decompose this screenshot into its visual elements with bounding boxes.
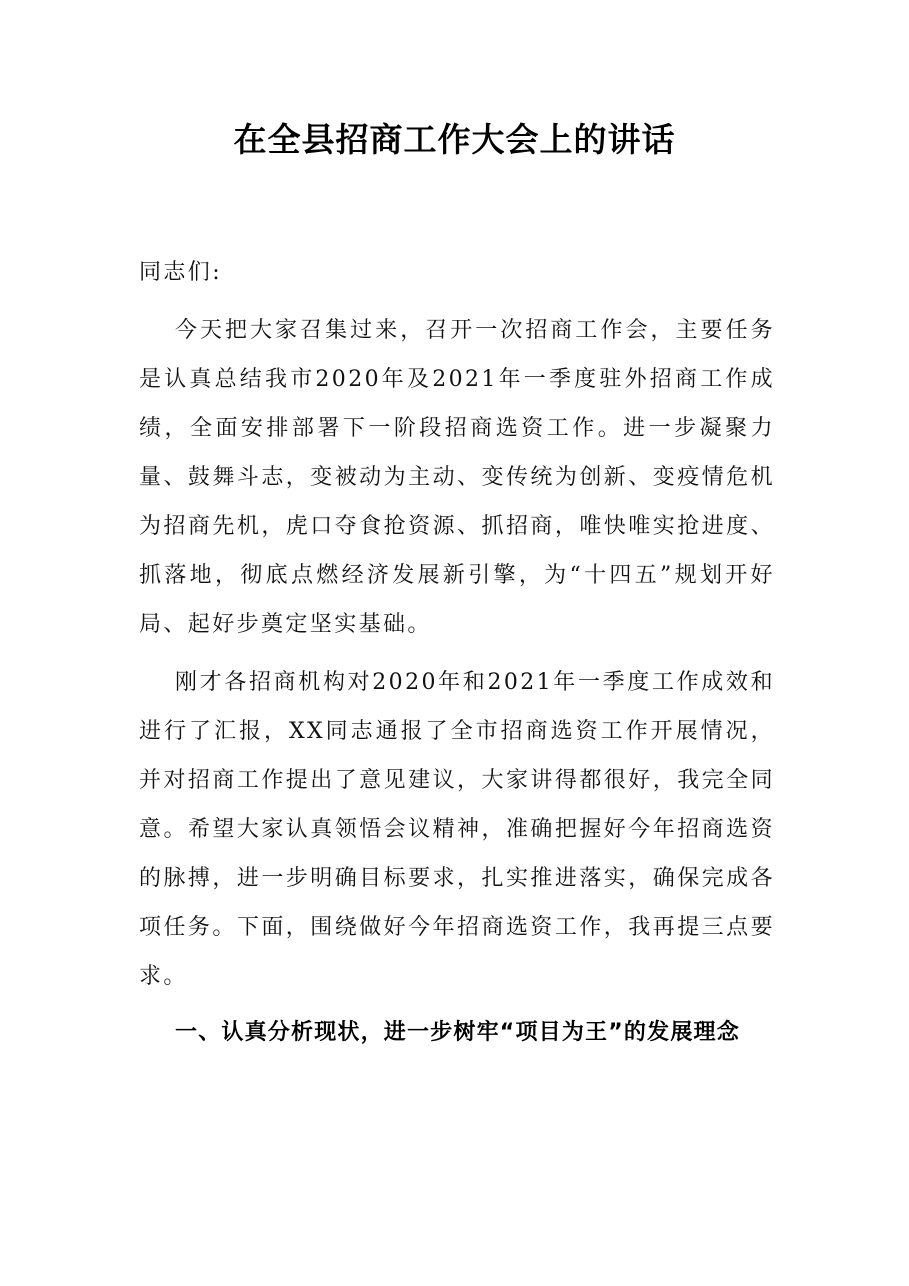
section-heading-1: 一、认真分析现状，进一步树牢“项目为王”的发展理念 <box>175 1020 740 1045</box>
salutation: 同志们: <box>139 260 223 285</box>
paragraph-1: 今天把大家召集过来，召开一次招商工作会，主要任务是认真总结我市2020年及2021年一季度驻外招商工作成绩，全面安排部署下一阶段招商选资工作。进一步凝聚力量、鼓舞斗志，变被动为主动、变传统为创新、变疫情危机为招商先机，虎口夺食抢资源、抓招商，唯快唯实抢进度、抓落地，彻底点燃经济发展新引擎，为“十四五”规划开好局、起好步奠定坚实基础。 <box>139 318 775 637</box>
paragraph-2: 刚才各招商机构对2020年和2021年一季度工作成效和进行了汇报，XX同志通报了全市招商选资工作开展情况，并对招商工作提出了意见建议，大家讲得都很好，我完全同意。希望大家认真领悟会议精神，准确把握好今年招商选资的脉搏，进一步明确目标要求，扎实推进落实，确保完成各项任务。下面，围绕做好今年招商选资工作，我再提三点要求。 <box>139 670 775 989</box>
document-title: 在全县招商工作大会上的讲话 <box>233 120 676 159</box>
document-body <box>139 248 775 1056</box>
